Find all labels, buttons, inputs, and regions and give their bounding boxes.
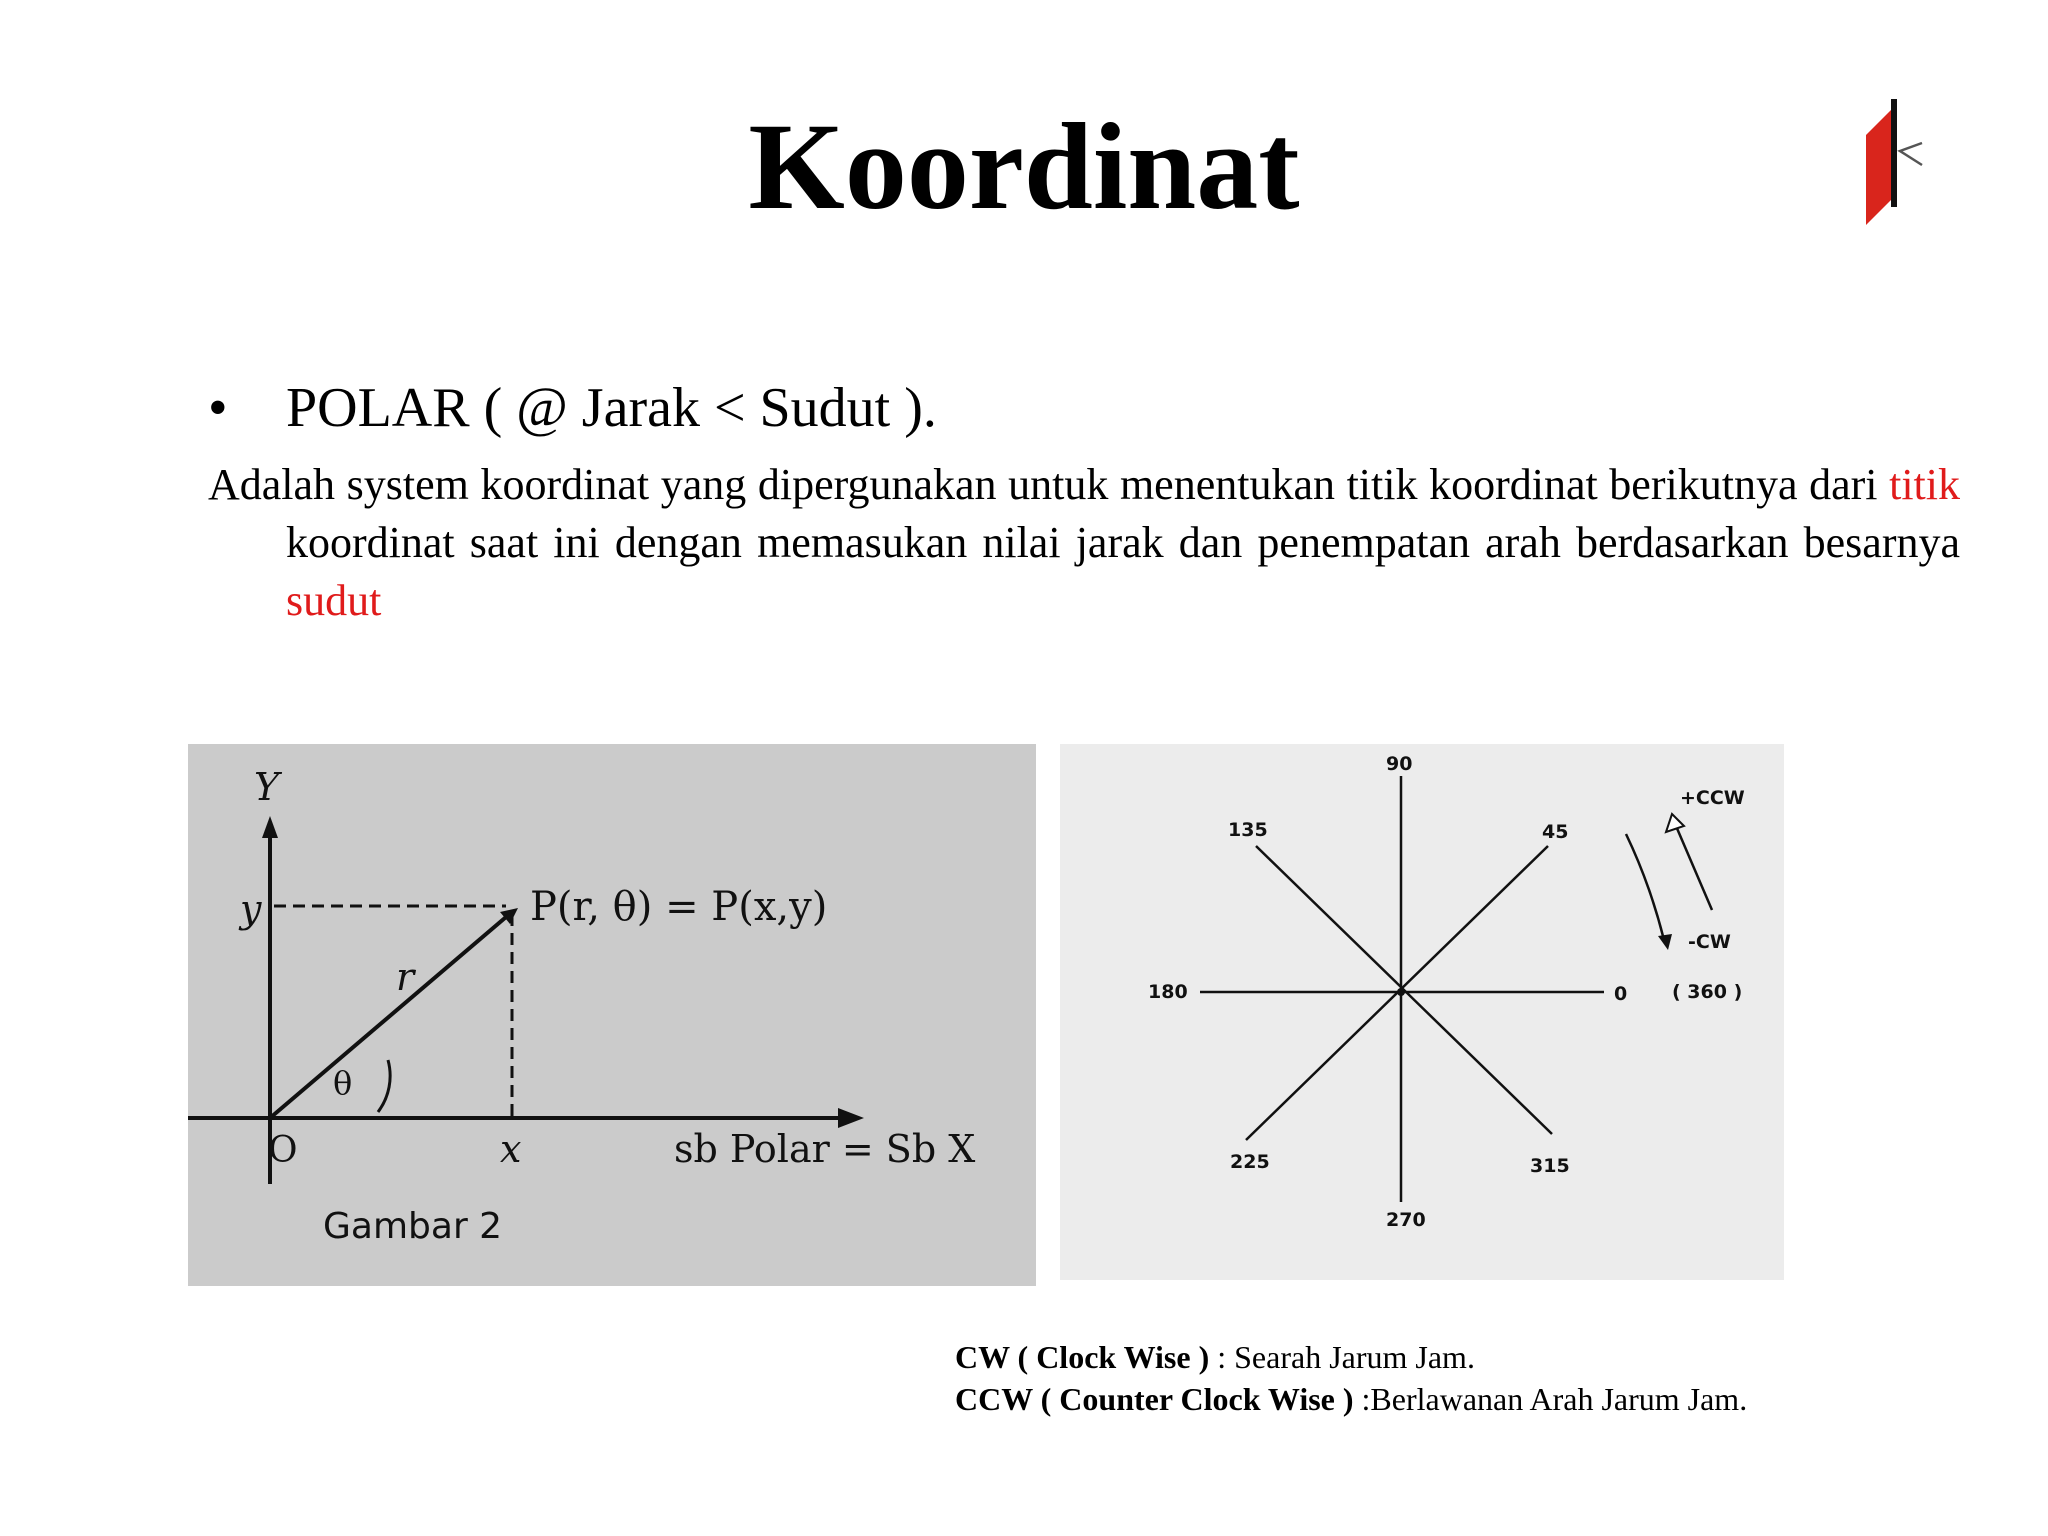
x-axis-label: sb Polar = Sb X: [674, 1127, 976, 1171]
legend-line-ccw: [955, 1378, 1747, 1420]
bullet-text: POLAR ( @ Jarak < Sudut ).: [286, 377, 937, 439]
angle-225-label: 225: [1230, 1151, 1270, 1173]
legend-line-cw: [955, 1336, 1747, 1378]
cw-arrow: [1626, 834, 1664, 940]
page-title: Koordinat: [748, 98, 1300, 235]
highlight-titik: titik: [1889, 460, 1960, 509]
angle-180-label: 180: [1148, 981, 1188, 1003]
angle-0-label: 0: [1614, 983, 1628, 1005]
angle-360-label: ( 360 ): [1672, 981, 1743, 1003]
legend-cw-desc: : Searah Jarum Jam.: [1209, 1339, 1475, 1375]
radius-label: r: [396, 955, 415, 999]
cw-arrow-head: [1658, 934, 1672, 950]
angle-135-label: 135: [1228, 819, 1268, 841]
origin-label: O: [268, 1130, 298, 1171]
angle-315-label: 315: [1530, 1155, 1570, 1177]
polar-diagram: [188, 744, 1036, 1286]
y-axis-label: Y: [254, 765, 280, 809]
x-arrow-head: [838, 1108, 864, 1128]
legend-cw-term: CW ( Clock Wise ): [955, 1339, 1210, 1375]
bullet-marker: •: [208, 377, 228, 439]
x-tick-label: x: [500, 1127, 522, 1171]
angle-label: θ: [333, 1064, 353, 1102]
paragraph-text-1: Adalah system koordinat yang dipergunakan untuk menentukan titik koordinat berikutnya dari: [208, 460, 1890, 509]
compass-center: [1397, 988, 1405, 996]
flag-logo-icon: [1862, 95, 1934, 229]
legend-ccw-desc: :Berlawanan Arah Jarum Jam.: [1353, 1381, 1748, 1417]
angle-90-label: 90: [1386, 753, 1413, 775]
angle-270-label: 270: [1386, 1209, 1426, 1231]
ccw-label: +CCW: [1680, 787, 1745, 809]
legend-ccw-term: CCW ( Counter Clock Wise ): [955, 1381, 1354, 1417]
point-label: P(r, θ) = P(x,y): [530, 884, 828, 930]
paragraph-text-2: koordinat saat ini dengan memasukan nilai jarak dan penempatan arah berdasarkan besarnya: [286, 518, 1960, 567]
cw-ccw-legend: [955, 1336, 1747, 1420]
ccw-arrow: [1676, 826, 1712, 910]
angle-45-label: 45: [1542, 821, 1569, 843]
cw-label: -CW: [1688, 931, 1731, 953]
angle-compass-diagram: [1060, 744, 1784, 1280]
angle-arc: [378, 1060, 390, 1112]
ccw-arrow-head: [1666, 814, 1684, 832]
y-arrow-head: [262, 816, 278, 838]
figure-caption: Gambar 2: [323, 1206, 503, 1247]
description-paragraph: [208, 456, 1960, 630]
y-tick-label: y: [240, 887, 262, 931]
highlight-sudut: sudut: [286, 576, 382, 625]
radius-line: [270, 912, 512, 1118]
